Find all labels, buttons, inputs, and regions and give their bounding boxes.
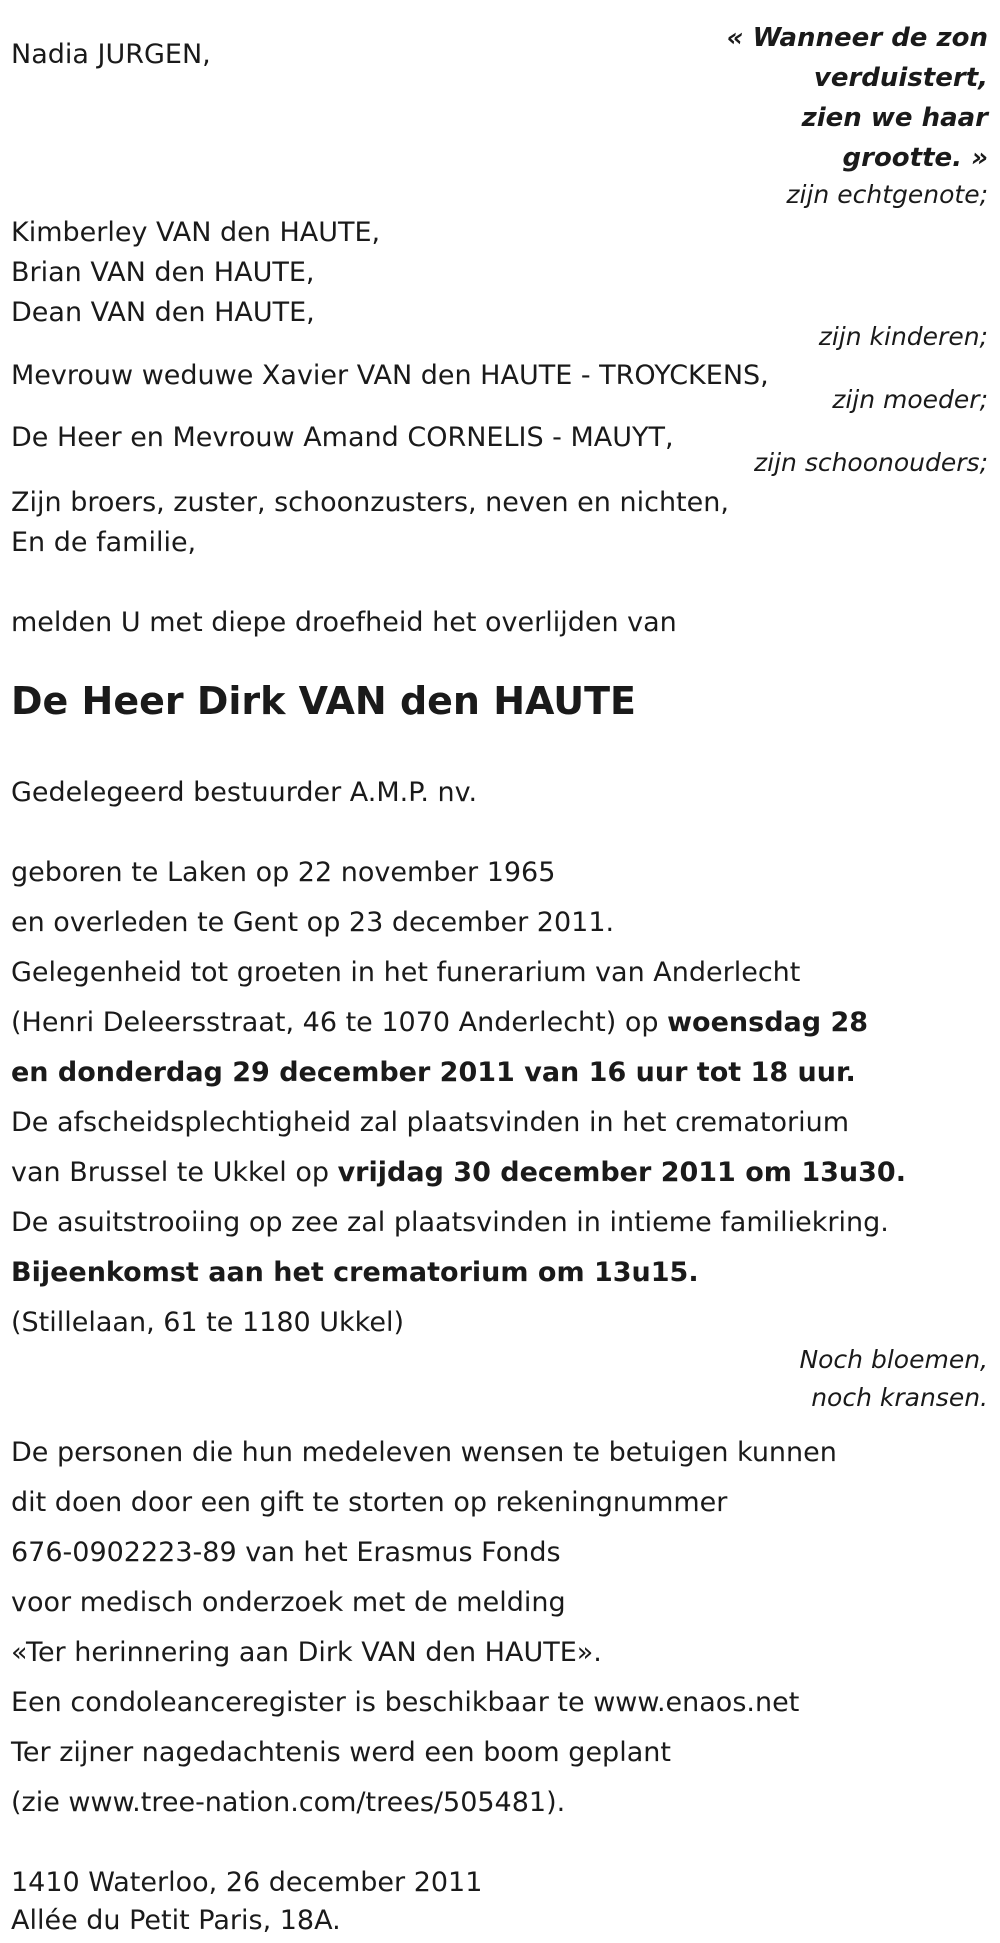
- spouse-relation: zijn echtgenote;: [786, 180, 988, 209]
- quote-line: « Wanneer de zon: [726, 23, 988, 53]
- donation-line: dit doen door een gift te storten op rekeningnummer: [11, 1487, 728, 1518]
- visitation-when-2: en donderdag 29 december 2011 van 16 uur tot 18 uur.: [11, 1057, 856, 1088]
- children-relation: zijn kinderen;: [818, 322, 988, 351]
- family-line: Zijn broers, zuster, schoonzusters, neven en nichten,: [11, 487, 729, 518]
- address-line: Allée du Petit Paris, 18A.: [11, 1905, 341, 1936]
- mother-relation: zijn moeder;: [832, 385, 988, 414]
- in-laws-name: De Heer en Mevrouw Amand CORNELIS - MAUYT,: [11, 422, 674, 453]
- spouse-name: Nadia JURGEN,: [11, 39, 211, 70]
- ceremony-place: van Brussel te Ukkel op: [11, 1157, 338, 1188]
- quote-line: verduistert,: [813, 63, 988, 93]
- death-line: en overleden te Gent op 23 december 2011.: [11, 907, 615, 938]
- meeting-line: Bijeenkomst aan het crematorium om 13u15.: [11, 1257, 699, 1288]
- child-name: Dean VAN den HAUTE,: [11, 297, 315, 328]
- quote: [727, 18, 988, 178]
- visitation-address: (Henri Deleersstraat, 46 te 1070 Anderlecht) op: [11, 1007, 668, 1038]
- ceremony-line: [11, 1153, 906, 1193]
- birth-line: geboren te Laken op 22 november 1965: [11, 857, 556, 888]
- no-flowers-line: noch kransen.: [811, 1383, 988, 1412]
- no-flowers-line: Noch bloemen,: [799, 1345, 988, 1374]
- visitation-address-line: [11, 1003, 868, 1043]
- donation-line: Een condoleanceregister is beschikbaar te www.enaos.net: [11, 1687, 800, 1718]
- donation-line: Ter zijner nagedachtenis werd een boom geplant: [11, 1737, 671, 1768]
- announcement: melden U met diepe droefheid het overlijden van: [11, 607, 677, 638]
- visitation-intro: Gelegenheid tot groeten in het funerarium van Anderlecht: [11, 957, 801, 988]
- mother-name: Mevrouw weduwe Xavier VAN den HAUTE - TROYCKENS,: [11, 360, 769, 391]
- donation-line: 676-0902223-89 van het Erasmus Fonds: [11, 1537, 561, 1568]
- quote-line: zien we haar: [801, 103, 988, 133]
- address-line: 1410 Waterloo, 26 december 2011: [11, 1867, 483, 1898]
- meeting-address: (Stillelaan, 61 te 1180 Ukkel): [11, 1307, 404, 1338]
- visitation-when-1: woensdag 28: [667, 1007, 869, 1038]
- ceremony-when: vrijdag 30 december 2011 om 13u30.: [337, 1157, 906, 1188]
- in-laws-relation: zijn schoonouders;: [754, 448, 988, 477]
- donation-line: De personen die hun medeleven wensen te betuigen kunnen: [11, 1437, 837, 1468]
- ashes-line: De asuitstrooiing op zee zal plaatsvinden in intieme familiekring.: [11, 1207, 889, 1238]
- donation-line: «Ter herinnering aan Dirk VAN den HAUTE».: [11, 1637, 602, 1668]
- donation-line: voor medisch onderzoek met de melding: [11, 1587, 566, 1618]
- quote-line: grootte. »: [842, 143, 988, 173]
- child-name: Brian VAN den HAUTE,: [11, 257, 315, 288]
- deceased-title: Gedelegeerd bestuurder A.M.P. nv.: [11, 777, 478, 808]
- donation-line: (zie www.tree-nation.com/trees/505481).: [11, 1787, 566, 1818]
- ceremony-intro: De afscheidsplechtigheid zal plaatsvinden in het crematorium: [11, 1107, 850, 1138]
- deceased-name: De Heer Dirk VAN den HAUTE: [11, 679, 636, 723]
- family-line: En de familie,: [11, 527, 197, 558]
- child-name: Kimberley VAN den HAUTE,: [11, 217, 381, 248]
